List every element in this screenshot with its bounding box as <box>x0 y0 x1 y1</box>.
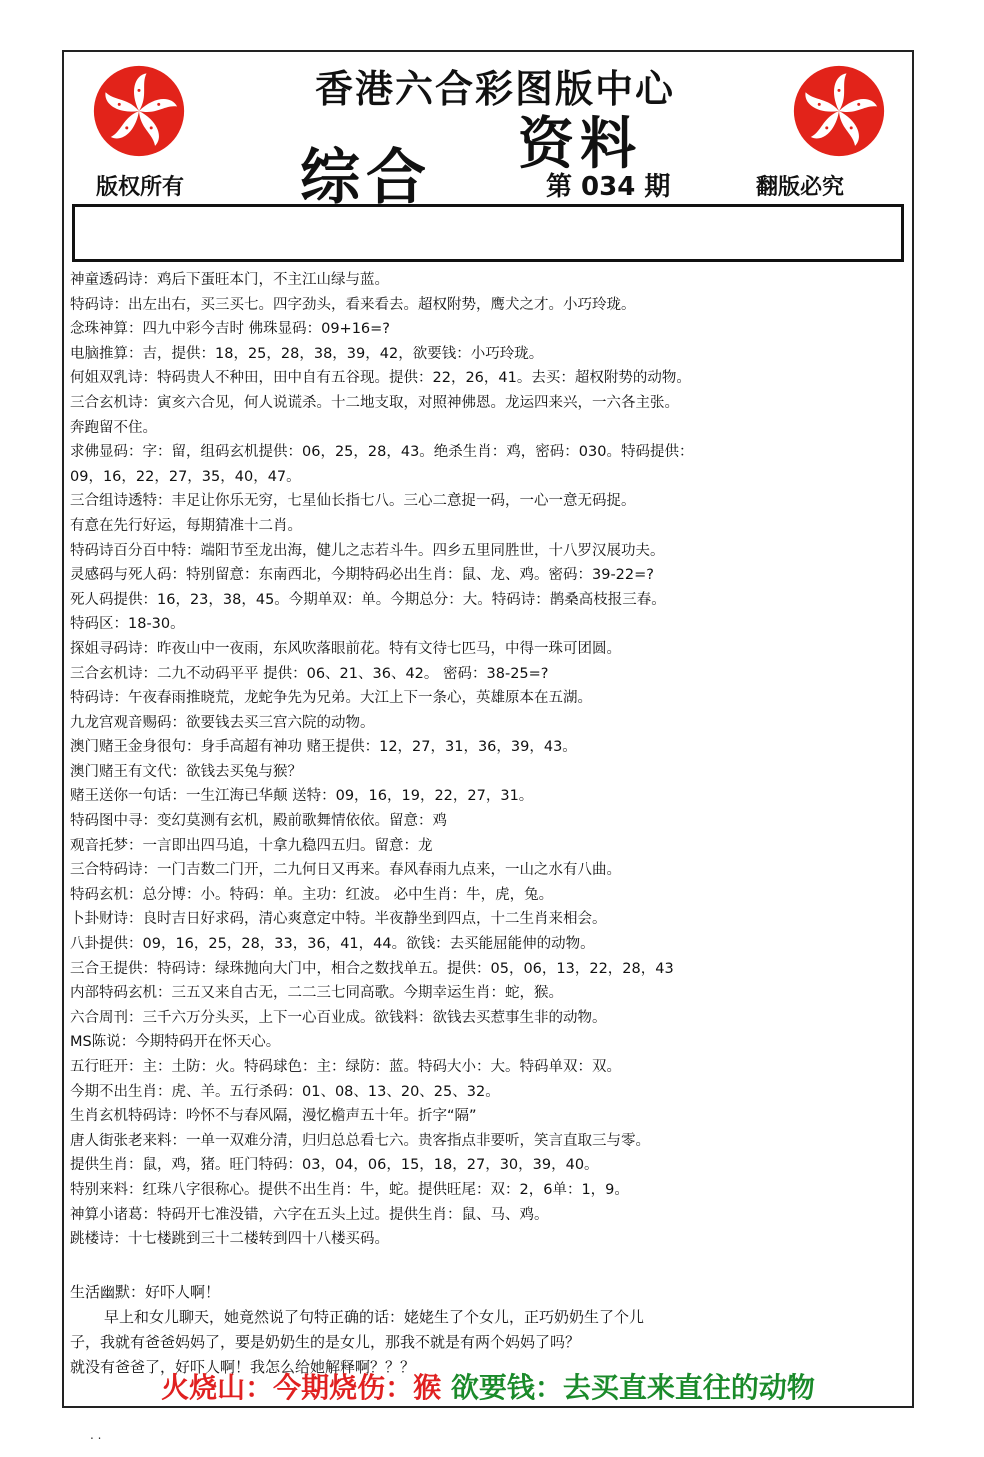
info-line: 澳门赌王有文代：欲钱去买兔与猴？ <box>70 763 302 780</box>
humor-paragraph: 早上和女儿聊天，她竟然说了句特正确的话：姥姥生了个女儿，正巧奶奶生了个儿 <box>104 1308 645 1326</box>
info-line: 神算小诸葛：特码开七准没错，六字在五头上过。提供生肖：鼠、马、鸡。 <box>70 1206 549 1223</box>
info-line: 生肖玄机特码诗：吟怀不与春风隔，漫忆檐声五十年。折字“隔” <box>70 1108 477 1125</box>
info-line: 求佛显码：字：留，组码玄机提供：06，25，28，43。绝杀生肖：鸡，密码：030。特码提供： <box>70 444 694 461</box>
info-line: 特码诗：出左出右，买三买七。四字劲头，看来看去。超权附势，鹰犬之才。小巧玲珑。 <box>70 296 636 313</box>
info-line: 澳门赌王金身很句：身手高超有神功 赌王提供：12，27，31，36，39，43。 <box>70 739 577 756</box>
issue-number: 第 034 期 <box>546 172 671 202</box>
copyright-label: 版权所有 <box>96 175 185 200</box>
info-line: 内部特码玄机：三五又来自古无，二二三七同高歌。今期幸运生肖：蛇，猴。 <box>70 985 563 1002</box>
info-line: 卜卦财诗：良时吉日好求码，清心爽意定中特。半夜静坐到四点，十二生肖来相会。 <box>70 911 607 928</box>
headline-right: 资料 <box>518 111 642 177</box>
bauhinia-icon <box>92 64 186 158</box>
bauhinia-icon <box>792 64 886 158</box>
corner-mark: . . <box>90 1428 102 1442</box>
info-line: 特码诗百分百中特：端阳节至龙出海，健儿之志若斗牛。四乡五里同胜世，十八罗汉展功夫。 <box>70 542 665 559</box>
info-line: 三合组诗透特：丰足让你乐无穷，七星仙长指七八。三心二意捉一码，一心一意无码捉。 <box>70 493 636 510</box>
footer-banner <box>62 1366 914 1406</box>
info-line: 今期不出生肖：虎、羊。五行杀码：01、08、13、20、25、32。 <box>70 1083 500 1100</box>
info-line: 三合玄机诗：二九不动码平平 提供：06、21、36、42。 密码：38-25=? <box>70 665 549 682</box>
info-line: 赌王送你一句话：一生江海已华颠 送特：09，16，19，22，27，31。 <box>70 788 534 805</box>
info-line: 五行旺开：主：土防：火。特码球色：主：绿防：蓝。特码大小：大。特码单双：双。 <box>70 1059 621 1075</box>
info-line: 三合王提供：特码诗：绿珠抛向大门中，相合之数找单五。提供：05，06，13，22，28，43 <box>70 960 674 977</box>
humor-paragraph: 就没有爸爸了，好吓人啊！我怎么给她解释啊？？？ <box>70 1358 416 1376</box>
info-line: 提供生肖：鼠，鸡，猪。旺门特码：03，04，06，15，18，27，30，39，40。 <box>70 1157 599 1174</box>
no-reprint-label: 翻版必究 <box>756 175 845 200</box>
info-line: 奔跑留不住。 <box>70 419 157 436</box>
info-line: 灵感码与死人码：特别留意：东南西北，今期特码必出生肖：鼠、龙、鸡。密码：39-22=? <box>70 567 654 584</box>
info-line: MS陈说：今期特码开在怀天心。 <box>70 1034 281 1051</box>
info-line: 念珠神算：四九中彩今吉时 佛珠显码：09+16=? <box>70 321 391 338</box>
info-line: 特码诗：午夜春雨推晓荒，龙蛇争先为兄弟。大江上下一条心，英雄原本在五湖。 <box>70 690 592 707</box>
info-line: 神童透码诗：鸡后下蛋旺本门，不主江山绿与蓝。 <box>70 272 389 288</box>
info-line: 八卦提供：09，16，25，28，33，36，41，44。欲钱：去买能屈能伸的动物。 <box>70 936 595 953</box>
info-line: 六合周刊：三千六万分头买，上下一心百业成。欲钱料：欲钱去买惹事生非的动物。 <box>70 1009 607 1026</box>
info-line: 三合特码诗：一门吉数二门开，二九何日又再来。春风春雨九点来，一山之水有八曲。 <box>70 862 621 879</box>
info-line: 电脑推算：吉，提供：18，25，28，38，39，42，欲要钱：小巧玲珑。 <box>70 345 544 362</box>
info-line: 死人码提供：16，23，38，45。今期单双：单。今期总分：大。特码诗：鹊桑高枝报三春。 <box>70 591 666 608</box>
headline-left: 综合 <box>300 143 432 213</box>
info-line: 跳楼诗：十七楼跳到三十二楼转到四十八楼买码。 <box>70 1231 389 1248</box>
humor-title: 生活幽默：好吓人啊！ <box>70 1283 221 1301</box>
info-list <box>70 268 906 1252</box>
humor-paragraph: 子，我就有爸爸妈妈了，要是奶奶生的是女儿，那我不就是有两个妈妈了吗？ <box>70 1333 581 1351</box>
humor-section <box>70 1280 906 1380</box>
page-title: 香港六合彩图版中心 <box>314 67 675 111</box>
footer-green-text: 欲要钱：去买直来直往的动物 <box>450 1371 815 1404</box>
info-line: 09，16，22，27，35，40，47。 <box>70 468 301 485</box>
info-line: 观音托梦：一言即出四马追，十拿九稳四五归。留意：龙 <box>70 837 433 854</box>
info-line: 三合玄机诗：寅亥六合见，何人说谎杀。十二地支取，对照神佛恩。龙运四来兴，一六各主张。 <box>70 394 679 411</box>
info-line: 特别来料：红珠八字很称心。提供不出生肖：牛，蛇。提供旺尾：双：2，6单：1，9。 <box>70 1181 629 1198</box>
info-line: 唐人街张老来料：一单一双难分清，归归总总看七六。贵客指点非要听，笑言直取三与零。 <box>70 1132 650 1149</box>
info-line: 九龙宫观音赐码：欲要钱去买三宫六院的动物。 <box>70 714 375 731</box>
info-line: 探姐寻码诗：昨夜山中一夜雨，东风吹落眼前花。特有文待七匹马，中得一珠可团圆。 <box>70 640 621 657</box>
info-line: 何姐双乳诗：特码贵人不种田，田中自有五谷现。提供：22，26，41。去买：超权附势的动物。 <box>70 370 691 387</box>
blank-banner-box <box>72 204 904 262</box>
footer-red-text: 火烧山：今期烧伤：猴 <box>161 1371 442 1404</box>
info-line: 特码图中寻：变幻莫测有玄机，殿前歌舞情依依。留意：鸡 <box>70 813 447 830</box>
info-line: 特码区：18-30。 <box>70 616 185 633</box>
info-line: 有意在先行好运，每期猜准十二肖。 <box>70 517 302 534</box>
info-line: 特码玄机：总分博：小。特码：单。主功：红波。 必中生肖：牛，虎，兔。 <box>70 886 554 903</box>
